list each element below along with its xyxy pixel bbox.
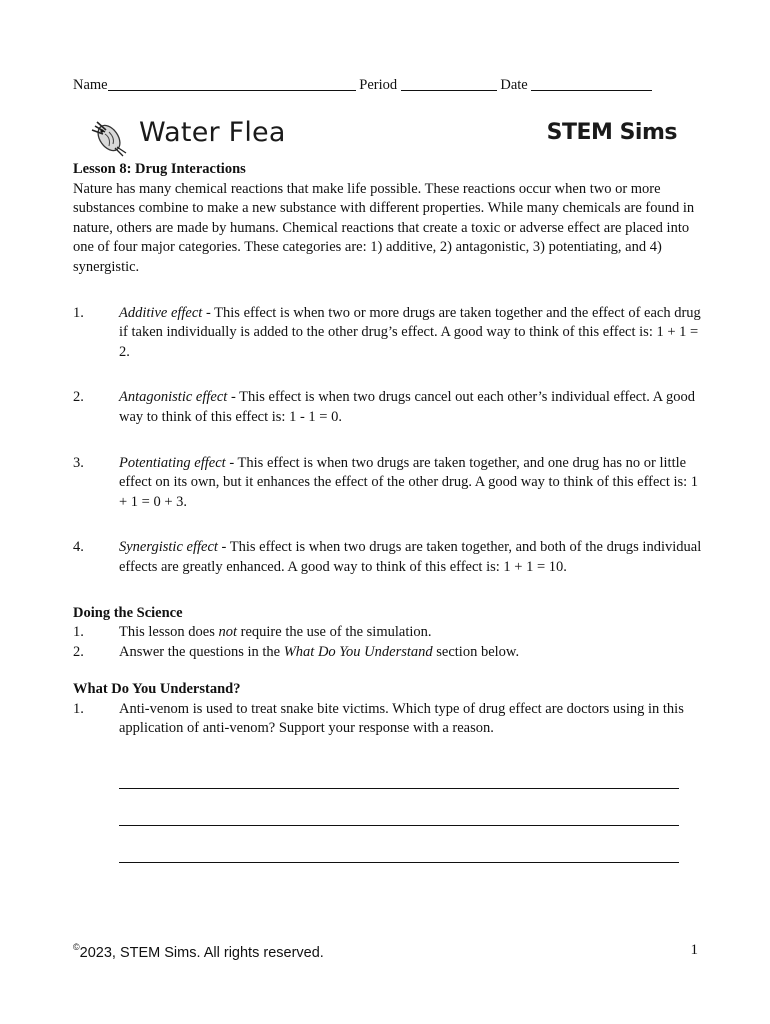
list-item: [73, 538, 703, 577]
item-number: 3.: [73, 454, 84, 471]
step-emphasis: not: [218, 624, 238, 641]
item-text: [119, 643, 703, 663]
item-text: [119, 304, 703, 363]
step-text: section below.: [432, 643, 520, 660]
item-number: 1.: [73, 700, 84, 717]
section-heading: Doing the Science: [73, 604, 183, 621]
list-item: [73, 454, 703, 513]
effects-list: [73, 304, 703, 578]
effect-description: - This effect is when two drugs cancel out each other’s individual effect. A good way to think of this effect is: 1 - 1 = 0.: [119, 389, 695, 425]
list-item: [73, 643, 703, 663]
item-text: [119, 454, 703, 513]
answer-line[interactable]: [119, 788, 679, 789]
question-text: Anti-venom is used to treat snake bite victims. Which type of drug effect are doctors using in this application of anti-venom? Support your response with a reason.: [119, 700, 684, 737]
effect-description: - This effect is when two drugs are taken together, and both of the drugs individual effects are greatly enhanced. A good way to think of this effect is: 1 + 1 = 10.: [119, 539, 702, 575]
period-label: Period: [359, 77, 398, 93]
effect-term: Additive effect: [119, 304, 203, 321]
date-field[interactable]: [531, 76, 652, 91]
step-text: Answer the questions in the: [119, 643, 284, 660]
item-number: 2.: [73, 389, 84, 406]
brand-logo-text: STEM Sims: [546, 120, 677, 145]
date-label: Date: [500, 77, 528, 93]
item-number: 2.: [73, 643, 84, 660]
lesson-content: [73, 160, 703, 739]
effect-term: Potentiating effect: [119, 454, 226, 471]
item-text: [119, 388, 703, 427]
effect-term: Synergistic effect: [119, 539, 218, 556]
item-text: [119, 538, 703, 577]
item-text: [119, 623, 703, 643]
effect-description: - This effect is when two or more drugs are taken together and the effect of each drug if taken individually is added to the other drug’s effect. A good way to think of this effect is: 1 + 1 = 2.: [119, 304, 701, 360]
water-flea-icon: [87, 118, 131, 158]
understand-section: [73, 680, 703, 739]
item-number: 1.: [73, 304, 84, 321]
copyright-notice: [73, 942, 324, 961]
step-text: This lesson does: [119, 624, 219, 641]
item-number: 4.: [73, 539, 84, 556]
step-text: require the use of the simulation.: [237, 624, 432, 641]
effect-term: Antagonistic effect: [119, 389, 228, 406]
copyright-symbol: ©: [73, 942, 80, 952]
name-field[interactable]: [108, 76, 356, 91]
name-label: Name: [73, 77, 108, 93]
list-item: [73, 304, 703, 363]
answer-area[interactable]: [119, 788, 679, 899]
effect-description: - This effect is when two drugs are taken together, and one drug has no or little effect on its own, but it enhances the effect of the other drug. A good way to think of this effect is: 1 + 1 = 0 + 3.: [119, 454, 699, 510]
answer-line[interactable]: [119, 825, 679, 826]
list-item: [73, 388, 703, 427]
section-heading: What Do You Understand?: [73, 681, 241, 698]
page-number: 1: [690, 942, 698, 958]
student-info-line: [73, 76, 652, 94]
question-item: [73, 700, 703, 739]
step-emphasis: What Do You Understand: [283, 643, 433, 660]
copyright-text: 2023, STEM Sims. All rights reserved.: [79, 945, 324, 961]
lesson-intro: Nature has many chemical reactions that make life possible. These reactions occur when two or more substances combine to make a new substance with different properties. While many chemicals are found in nature, others are made by humans. Chemical reactions that create a toxic or adverse effect are placed into one of four major categories. These categories are: 1) additive, 2) antagonistic, 3) potentiating, and 4) synergistic.: [73, 180, 695, 275]
answer-line[interactable]: [119, 862, 679, 863]
lesson-title: Lesson 8: Drug Interactions: [73, 161, 246, 177]
period-field[interactable]: [401, 76, 497, 91]
worksheet-header: [73, 112, 683, 160]
item-number: 1.: [73, 624, 84, 641]
list-item: [73, 623, 703, 643]
app-title: Water Flea: [139, 117, 286, 148]
doing-science-section: [73, 604, 703, 663]
